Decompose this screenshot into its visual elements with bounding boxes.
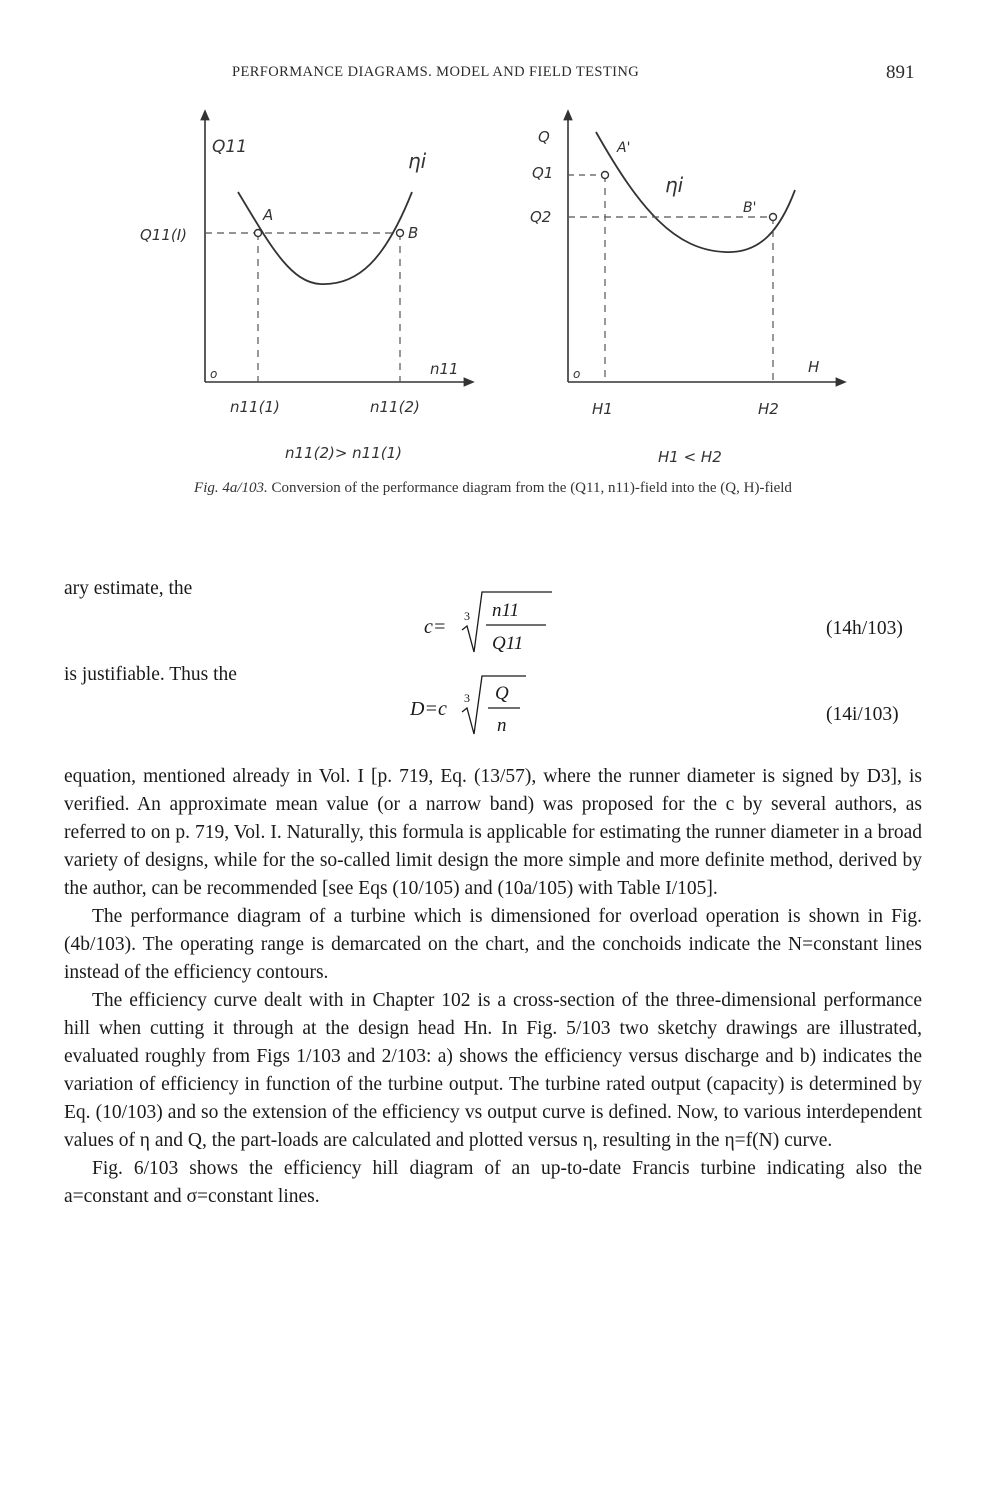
right-point-b-label: B'	[743, 200, 757, 216]
left-relation: n11(2)> n11(1)	[285, 444, 403, 462]
right-curve-label: ηi	[665, 173, 684, 197]
paragraph-4: Fig. 6/103 shows the efficiency hill diagram of an up-to-date Francis turbine indicating also the a=constant and σ=constant lines.	[64, 1158, 922, 1207]
right-x-axis-label: H	[808, 358, 820, 376]
eq2-root-index: 3	[464, 691, 470, 705]
point-b-prime-marker	[770, 214, 777, 221]
left-curve-label: ηi	[408, 149, 427, 173]
eq2-radical	[462, 676, 526, 734]
left-y-axis-label: Q11	[212, 137, 248, 157]
point-a-prime-marker	[602, 172, 609, 179]
intro-line-2: is justifiable. Thus the	[64, 664, 237, 685]
paragraph-2: The performance diagram of a turbine which is dimensioned for overload operation is shown in Fig. (4b/103). The operating range is demarcated on the chart, and the conchoids indicate the N=constant lines instead of the efficiency contours.	[64, 906, 922, 983]
figure-4a	[120, 100, 880, 480]
left-x-axis-label: n11	[430, 360, 459, 378]
eq1-numerator: n11	[492, 600, 520, 621]
point-a-marker	[255, 230, 262, 237]
equation-14h	[424, 586, 574, 662]
eq1-denominator: Q11	[492, 633, 524, 654]
page-header	[0, 64, 986, 88]
eq1-number: (14h/103)	[826, 618, 903, 639]
right-y-label-1: Q1	[532, 164, 554, 182]
running-head: PERFORMANCE DIAGRAMS. MODEL AND FIELD TESTING	[232, 64, 640, 80]
left-diagram	[140, 114, 470, 462]
point-b-marker	[397, 230, 404, 237]
right-point-a-label: A'	[617, 140, 631, 156]
eq2-number: (14i/103)	[826, 704, 899, 725]
left-origin-label: o	[210, 367, 218, 381]
intro-line-1: ary estimate, the	[64, 578, 193, 599]
equation-14i	[410, 668, 560, 744]
paragraph-3: The efficiency curve dealt with in Chapter 102 is a cross-section of the three-dimensional performance hill when cutting it through at the design head Hn. In Fig. 5/103 two sketchy drawings are illustrated, evaluated roughly from Figs 1/103 and 2/103: a) shows the efficiency versus discharge and b) indicates the variation of efficiency in function of the turbine output. The turbine rated output (capacity) is determined by Eq. (10/103) and so the extension of the efficiency vs output curve is defined. Now, to various interdependent values of η and Q, the part-loads are calculated and plotted versus η, resulting in the η=f(N) curve.	[64, 990, 922, 1151]
eq2-denominator: n	[497, 715, 507, 736]
right-diagram	[530, 114, 842, 466]
left-x-tick-2: n11(2)	[370, 398, 420, 416]
right-x-tick-1: H1	[592, 400, 613, 418]
left-point-a-label: A	[263, 206, 274, 224]
eq2-lhs: D=c	[410, 698, 447, 720]
eq1-lhs: c=	[424, 616, 447, 638]
caption-label: Fig. 4a/103.	[194, 480, 268, 496]
right-y-axis-label: Q	[538, 128, 550, 146]
left-y-level-label: Q11(I)	[140, 226, 188, 244]
paragraph-1: equation, mentioned already in Vol. I [p. 719, Eq. (13/57), where the runner diameter is signed by D3], is verified. An approximate mean value (or a narrow band) was proposed for the c by several authors, as referred to on p. 719, Vol. I. Naturally, this formula is applicable for estimating the runner diameter in a broad variety of designs, while for the so-called limit design the more simple and more definite method, derived by the author, can be recommended [see Eqs (10/105) and (10a/105) with Table I/105].	[64, 766, 922, 899]
caption-text: Conversion of the performance diagram from the (Q11, n11)-field into the (Q, H)-field	[271, 480, 792, 496]
left-point-b-label: B	[408, 224, 419, 242]
left-x-tick-1: n11(1)	[230, 398, 280, 416]
right-x-tick-2: H2	[758, 400, 779, 418]
eq1-root-index: 3	[464, 609, 470, 623]
figure-caption	[0, 480, 986, 497]
page-number: 891	[886, 62, 915, 83]
eq2-numerator: Q	[495, 683, 509, 704]
body-text	[64, 763, 922, 1211]
right-origin-label: o	[573, 367, 581, 381]
right-y-label-2: Q2	[530, 208, 552, 226]
right-relation: H1 < H2	[658, 448, 722, 466]
